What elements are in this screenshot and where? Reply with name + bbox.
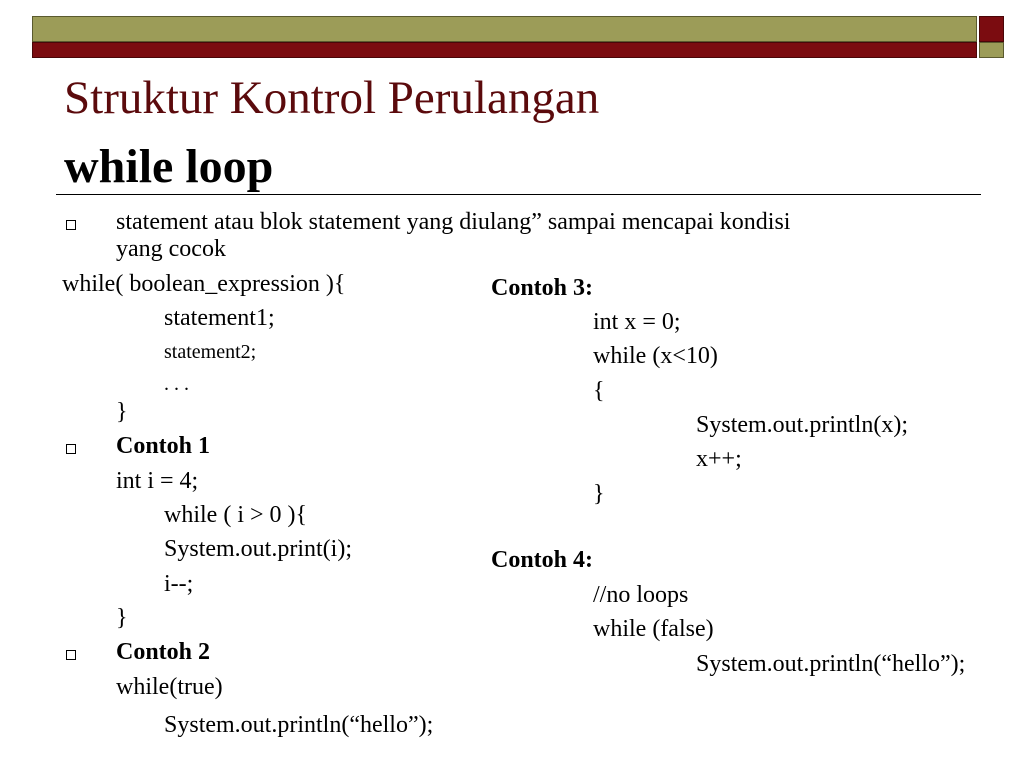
syntax-line: while( boolean_expression ){ <box>62 271 346 297</box>
code-line: int x = 0; <box>593 309 681 335</box>
slide-title: Struktur Kontrol Perulangan <box>64 72 600 124</box>
contoh2-heading: Contoh 2 <box>116 639 211 665</box>
code-line: x++; <box>696 446 742 472</box>
code-line: System.out.println(“hello”); <box>164 712 434 738</box>
code-line: int i = 4; <box>116 468 199 494</box>
title-divider <box>56 194 981 195</box>
code-line: while(true) <box>116 674 223 700</box>
code-line: while ( i > 0 ){ <box>164 502 308 528</box>
code-line: while (x<10) <box>593 343 718 369</box>
square-bullet-icon <box>66 220 76 230</box>
header-square-maroon <box>979 16 1004 42</box>
bullet-text-line2: yang cocok <box>116 236 226 262</box>
code-line: System.out.print(i); <box>164 536 352 562</box>
code-line: System.out.println(x); <box>696 412 908 438</box>
code-line: System.out.println(“hello”); <box>696 651 966 677</box>
syntax-line: statement1; <box>164 305 275 331</box>
syntax-line: statement2; <box>164 341 257 363</box>
square-bullet-icon <box>66 650 76 660</box>
syntax-line: } <box>116 399 128 425</box>
code-line: } <box>593 481 605 507</box>
syntax-line: . . . <box>164 373 189 395</box>
square-bullet-icon <box>66 444 76 454</box>
contoh1-heading: Contoh 1 <box>116 433 211 459</box>
contoh4-heading: Contoh 4: <box>491 547 594 573</box>
header-square-olive <box>979 42 1004 58</box>
header-bar-maroon <box>32 42 977 58</box>
code-line: { <box>593 378 605 404</box>
code-line: while (false) <box>593 616 714 642</box>
contoh3-heading: Contoh 3: <box>491 275 594 301</box>
code-line: } <box>116 605 128 631</box>
slide-subtitle: while loop <box>64 140 274 193</box>
bullet-text-line1: statement atau blok statement yang diulang” sampai mencapai kondisi <box>116 209 791 235</box>
code-line: //no loops <box>593 582 689 608</box>
code-line: i--; <box>164 571 194 597</box>
header-bar-olive <box>32 16 977 42</box>
